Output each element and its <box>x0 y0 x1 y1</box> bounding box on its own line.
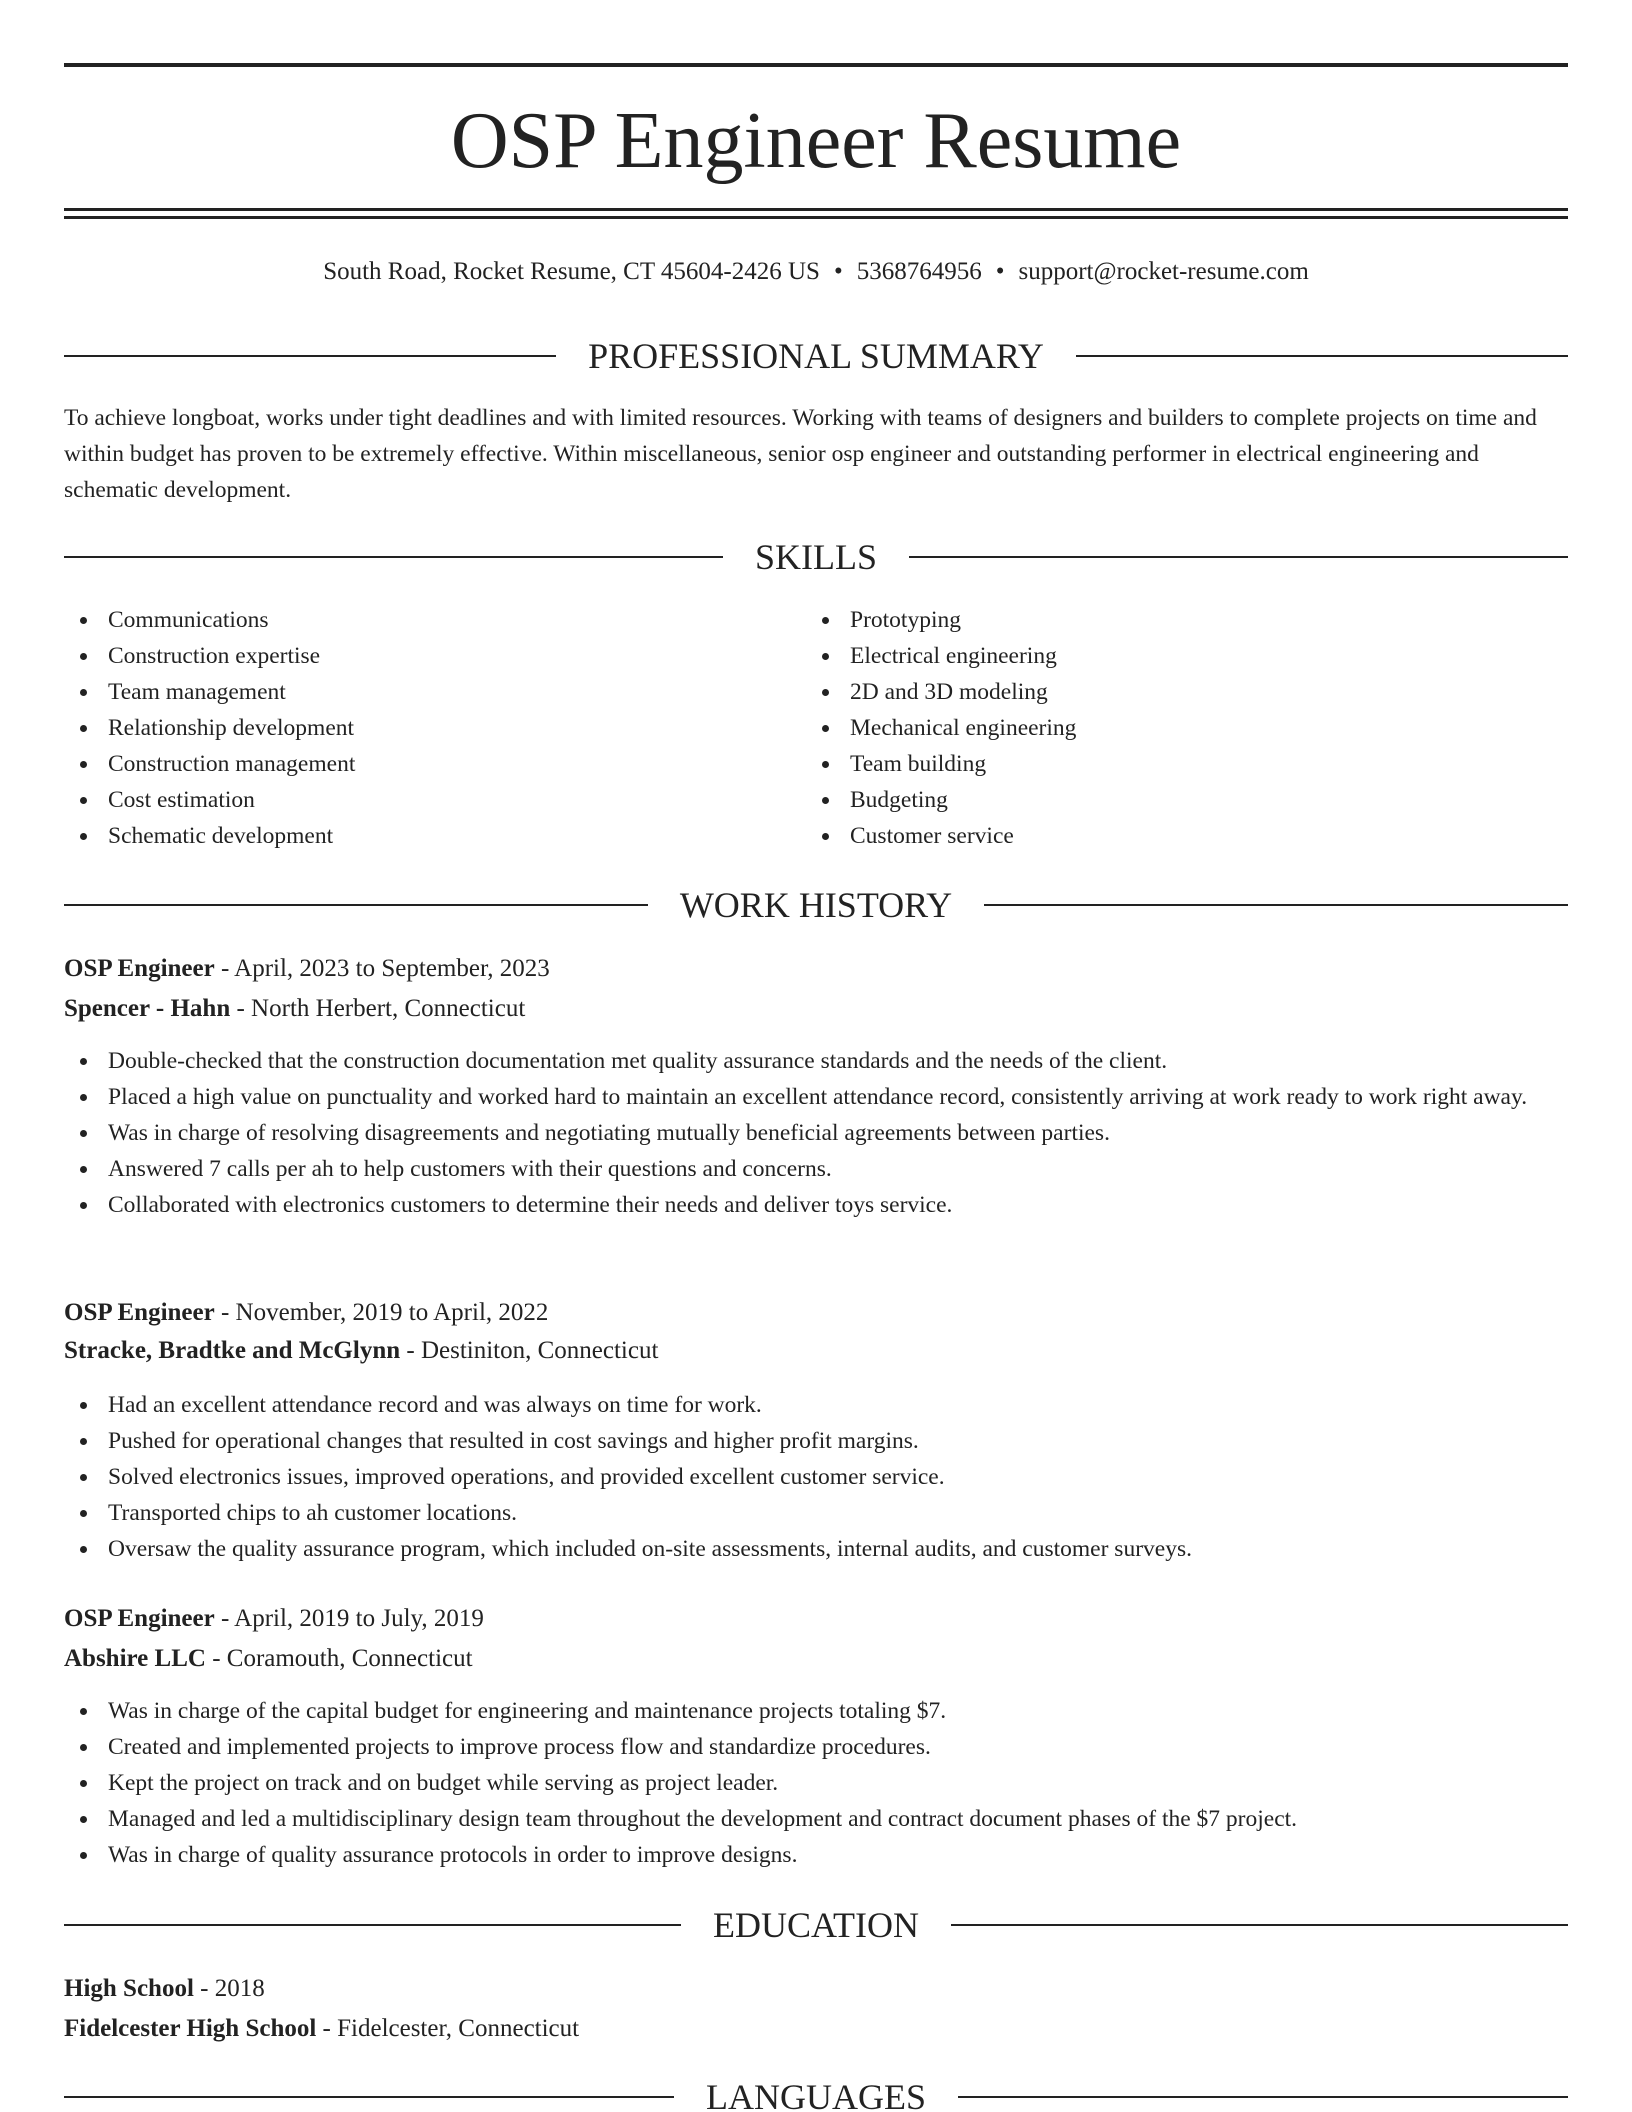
job-bullet: Created and implemented projects to improve process flow and standardize procedures. <box>64 1729 1568 1765</box>
heading-rule <box>64 2096 674 2098</box>
job-title: OSP Engineer <box>64 955 215 982</box>
job-bullet-list <box>64 1387 1568 1567</box>
job-location: - North Herbert, Connecticut <box>230 995 526 1022</box>
skill-item: Electrical engineering <box>806 638 1506 674</box>
heading-rule <box>64 556 723 558</box>
job-title-line <box>64 1599 1568 1639</box>
education-degree-line <box>64 1969 1568 2009</box>
education-year: - 2018 <box>193 1975 265 2002</box>
job-bullet: Double-checked that the construction documentation met quality assurance standards and the needs of the client. <box>64 1043 1568 1079</box>
resume-title: OSP Engineer Resume <box>450 97 1182 185</box>
section-heading-education <box>64 1902 1568 1948</box>
contact-line <box>64 252 1568 292</box>
section-heading-work <box>64 882 1568 928</box>
contact-separator: • <box>995 258 1005 285</box>
job-dates: - April, 2023 to September, 2023 <box>214 955 550 982</box>
job-company: Abshire LLC <box>64 1645 206 1672</box>
title-rule-lower <box>64 216 1568 219</box>
section-title: WORK HISTORY <box>679 885 953 925</box>
heading-rule <box>1076 355 1568 357</box>
contact-address: South Road, Rocket Resume, CT 45604-2426 US <box>323 258 820 285</box>
skills-list-left <box>64 602 764 854</box>
skill-item: Mechanical engineering <box>806 710 1506 746</box>
summary-text: To achieve longboat, works under tight deadlines and with limited resources. Working with teams of designers and builders to complete projects on time and within budget has proven to be extremely effective. Within miscellaneous, senior osp engineer and outstanding performer in electrical engineering and schematic development. <box>64 405 1537 503</box>
job-title-line <box>64 949 1568 989</box>
job-bullet: Was in charge of the capital budget for engineering and maintenance projects totaling $7. <box>64 1693 1568 1729</box>
education-school-line <box>64 2009 1568 2049</box>
skill-item: Relationship development <box>64 710 764 746</box>
section-title: SKILLS <box>755 537 878 577</box>
job-bullet: Pushed for operational changes that resulted in cost savings and higher profit margins. <box>64 1423 1568 1459</box>
skill-item: Cost estimation <box>64 782 764 818</box>
heading-rule <box>64 355 556 357</box>
job-title-line <box>64 1293 1568 1333</box>
education-location: - Fidelcester, Connecticut <box>316 2015 580 2042</box>
job-bullet: Placed a high value on punctuality and worked hard to maintain an excellent attendance record, consistently arriving at work ready to work right away. <box>64 1079 1568 1115</box>
job-title: OSP Engineer <box>64 1299 215 1326</box>
job-bullet: Transported chips to ah customer locations. <box>64 1495 1568 1531</box>
job-company-line <box>64 989 1568 1029</box>
job-bullet: Answered 7 calls per ah to help customers with their questions and concerns. <box>64 1151 1568 1187</box>
heading-rule <box>64 904 648 906</box>
skill-item: 2D and 3D modeling <box>806 674 1506 710</box>
job-bullet: Oversaw the quality assurance program, which included on-site assessments, internal audits, and customer surveys. <box>64 1531 1568 1567</box>
skills-list-right <box>806 602 1506 854</box>
skill-item: Budgeting <box>806 782 1506 818</box>
skill-item: Schematic development <box>64 818 764 854</box>
contact-email: support@rocket-resume.com <box>1018 258 1309 285</box>
job-company: Stracke, Bradtke and McGlynn <box>64 1337 401 1364</box>
section-heading-skills <box>64 534 1568 580</box>
skill-item: Team building <box>806 746 1506 782</box>
job-dates: - November, 2019 to April, 2022 <box>214 1299 549 1326</box>
job-bullet: Was in charge of resolving disagreements and negotiating mutually beneficial agreements between parties. <box>64 1115 1568 1151</box>
job-company-line <box>64 1331 1568 1371</box>
top-rule <box>64 63 1568 67</box>
section-heading-languages <box>64 2074 1568 2112</box>
education-degree: High School <box>64 1975 194 2002</box>
job-bullet: Kept the project on track and on budget while serving as project leader. <box>64 1765 1568 1801</box>
job-title: OSP Engineer <box>64 1605 215 1632</box>
heading-rule <box>64 1924 681 1926</box>
heading-rule <box>958 2096 1568 2098</box>
job-bullet: Managed and led a multidisciplinary design team throughout the development and contract document phases of the $7 project. <box>64 1801 1568 1837</box>
job-bullet: Solved electronics issues, improved operations, and provided excellent customer service. <box>64 1459 1568 1495</box>
job-location: - Destiniton, Connecticut <box>400 1337 659 1364</box>
skill-item: Construction expertise <box>64 638 764 674</box>
heading-rule <box>909 556 1568 558</box>
section-heading-summary <box>64 333 1568 379</box>
skill-item: Communications <box>64 602 764 638</box>
job-bullet: Had an excellent attendance record and was always on time for work. <box>64 1387 1568 1423</box>
education-school: Fidelcester High School <box>64 2015 317 2042</box>
heading-rule <box>984 904 1568 906</box>
heading-rule <box>951 1924 1568 1926</box>
skill-item: Customer service <box>806 818 1506 854</box>
job-dates: - April, 2019 to July, 2019 <box>214 1605 484 1632</box>
job-company: Spencer - Hahn <box>64 995 231 1022</box>
job-bullet-list <box>64 1043 1568 1223</box>
job-bullet: Collaborated with electronics customers to determine their needs and deliver toys service. <box>64 1187 1568 1223</box>
skill-item: Construction management <box>64 746 764 782</box>
title-rule-upper <box>64 208 1568 211</box>
job-location: - Coramouth, Connecticut <box>205 1645 473 1672</box>
job-company-line <box>64 1639 1568 1679</box>
contact-phone: 5368764956 <box>856 258 982 285</box>
section-title: LANGUAGES <box>706 2077 926 2112</box>
section-title: PROFESSIONAL SUMMARY <box>588 336 1044 376</box>
skill-item: Team management <box>64 674 764 710</box>
contact-separator: • <box>833 258 843 285</box>
job-bullet-list <box>64 1693 1568 1873</box>
skill-item: Prototyping <box>806 602 1506 638</box>
section-title: EDUCATION <box>713 1905 919 1945</box>
job-bullet: Was in charge of quality assurance protocols in order to improve designs. <box>64 1837 1568 1873</box>
